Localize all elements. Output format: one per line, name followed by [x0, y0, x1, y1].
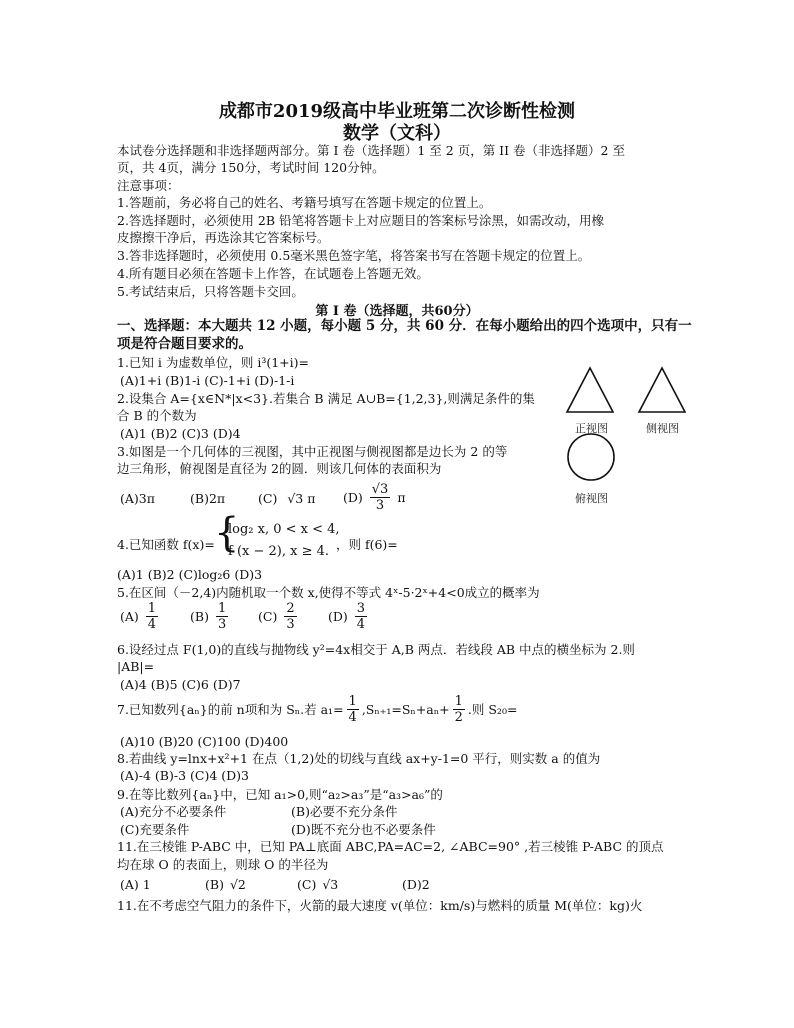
- q11-stem: 11.在三棱锥 P-ABC 中，已知 PA⊥底面 ABC,PA=AC=2, ∠ABC=90° ,若三棱锥 P-ABC 的顶点: [117, 839, 664, 854]
- side-view-triangle: [639, 368, 685, 412]
- q5-option-a: (A) $\frac{1}{4}$: [120, 601, 157, 632]
- fraction: $\frac{3}{4}$: [356, 601, 366, 632]
- q4-piece-2: f (x − 2), x ≥ 4.: [228, 544, 330, 559]
- q9-option-b: (B)必要不充分条件: [291, 804, 398, 819]
- q5-option-b: (B) $\frac{1}{3}$: [190, 601, 227, 632]
- fraction: $\frac{√3}{3}$: [371, 482, 389, 513]
- q3-stem: 3.如图是一个几何体的三视图，其中正视图与侧视图都是边长为 2 的等: [117, 444, 508, 459]
- q3-option-b: (B)2π: [190, 491, 226, 506]
- q6-stem: 6.设经过点 F(1,0)的直线与抛物线 y²=4x相交于 A,B 两点．若线段 AB 中点的横坐标为 2.则: [117, 642, 635, 657]
- q9-option-a: (A)充分不必要条件: [120, 804, 227, 819]
- section-instruction: 一、选择题：本大题共 12 小题，每小题 5 分，共 60 分．在每小题给出的四个选项中，只有一: [117, 318, 692, 334]
- q6-options: (A)4 (B)5 (C)6 (D)7: [120, 677, 241, 692]
- q11-option-c: (C) √3: [297, 877, 339, 892]
- note-item: 皮擦擦干净后，再选涂其它答案标号。: [117, 230, 330, 245]
- q1-options: (A)1+i (B)1-i (C)-1+i (D)-1-i: [120, 373, 295, 388]
- q5-stem: 5.在区间（－2,4)内随机取一个数 x,使得不等式 4ˣ-5·2ˣ+4<0成立的概率为: [117, 585, 540, 600]
- q4-prefix: 4.已知函数 f(x)=: [117, 537, 215, 552]
- q9-stem: 9.在等比数列{aₙ}中，已知 a₁>0,则“a₂>a₃”是“a₃>a₆”的: [117, 787, 443, 802]
- q11-option-b: (B) √2: [205, 877, 246, 892]
- q1-stem: 1.已知 i 为虚数单位，则 i³(1+i)=: [117, 355, 310, 370]
- q11-option-a: (A) 1: [120, 877, 151, 892]
- q7-options: (A)10 (B)20 (C)100 (D)400: [120, 734, 289, 749]
- notes-heading: 注意事项：: [117, 178, 180, 193]
- side-view-label: 侧视图: [646, 422, 679, 435]
- q9-option-d: (D)既不充分也不必要条件: [291, 822, 436, 837]
- note-item: 5.考试结束后，只将答题卡交回。: [117, 284, 304, 299]
- piecewise-brace: {: [214, 510, 240, 556]
- fraction: $\frac{1}{4}$: [348, 694, 357, 725]
- q8-options: (A)-4 (B)-3 (C)4 (D)3: [120, 768, 249, 783]
- q9-option-c: (C)充要条件: [120, 822, 190, 837]
- section-title: 第 I 卷（选择题，共60分）: [315, 304, 479, 319]
- q11-stem: 均在球 O 的表面上，则球 O 的半径为: [117, 857, 329, 872]
- q3-option-d: (D) $\frac{√3}{3}$ π: [343, 482, 406, 513]
- intro-line: 页，共 4页，满分 150分，考试时间 120分钟。: [117, 160, 385, 175]
- top-view-circle: [568, 434, 614, 480]
- three-view-figure: [560, 360, 700, 520]
- q5-option-d: (D) $\frac{3}{4}$: [328, 601, 366, 632]
- q3-stem: 边三角形，俯视图是直径为 2的圆．则该几何体的表面积为: [117, 461, 442, 476]
- q3-option-c: (C) √3 π: [258, 491, 316, 506]
- note-item: 4.所有题目必须在答题卡上作答，在试题卷上答题无效。: [117, 266, 429, 281]
- q2-options: (A)1 (B)2 (C)3 (D)4: [120, 426, 241, 441]
- q5-option-c: (C) $\frac{2}{3}$: [258, 601, 295, 632]
- intro-line: 本试卷分选择题和非选择题两部分。第 I 卷（选择题）1 至 2 页，第 II 卷（非选择题）2 至: [117, 143, 625, 158]
- note-item: 2.答选择题时，必须使用 2B 铅笔将答题卡上对应题目的答案标号涂黑，如需改动，用橡: [117, 213, 605, 228]
- front-view-label: 正视图: [575, 422, 608, 435]
- front-view-triangle: [567, 368, 613, 412]
- q4-piece-1: log₂ x, 0 < x < 4,: [228, 522, 340, 537]
- note-item: 3.答非选择题时，必须使用 0.5毫米黑色签字笔，将答案书写在答题卡规定的位置上。: [117, 248, 591, 263]
- fraction: $\frac{1}{3}$: [217, 601, 227, 632]
- q4-options: (A)1 (B)2 (C)log₂6 (D)3: [117, 567, 263, 582]
- q8-stem: 8.若曲线 y=lnx+x²+1 在点（1,2)处的切线与直线 ax+y-1=0 平行，则实数 a 的值为: [117, 751, 601, 766]
- q2-stem: 合 B 的个数为: [117, 408, 197, 423]
- exam-title: 成都市2019级高中毕业班第二次诊断性检测: [218, 101, 576, 122]
- q2-stem: 2.设集合 A={x∈N*|x<3}.若集合 B 满足 A∪B={1,2,3},则满足条件的集: [117, 391, 535, 406]
- fraction: $\frac{2}{3}$: [286, 601, 295, 632]
- q6-stem: |AB|=: [117, 659, 155, 674]
- q4-suffix: ，则 f(6)=: [336, 537, 398, 552]
- fraction: $\frac{1}{2}$: [454, 694, 463, 725]
- q11b-stem: 11.在不考虑空气阻力的条件下，火箭的最大速度 v(单位：km/s)与燃料的质量 M(单位：kg)火: [117, 898, 643, 913]
- fraction: $\frac{1}{4}$: [147, 601, 157, 632]
- q3-option-a: (A)3π: [120, 491, 155, 506]
- note-item: 1.答题前，务必将自己的姓名、考籍号填写在答题卡规定的位置上。: [117, 195, 492, 210]
- q11-option-d: (D)2: [402, 877, 430, 892]
- top-view-label: 俯视图: [575, 492, 608, 505]
- q7-stem: 7.已知数列{aₙ}的前 n项和为 Sₙ.若 a₁= $\frac{1}{4}$ ,Sₙ₊₁=Sₙ+aₙ+ $\frac{1}{2}$ .则 S₂₀=: [117, 694, 518, 725]
- section-instruction: 项是符合题目要求的。: [117, 336, 252, 352]
- exam-subtitle: 数学（文科）: [343, 123, 451, 144]
